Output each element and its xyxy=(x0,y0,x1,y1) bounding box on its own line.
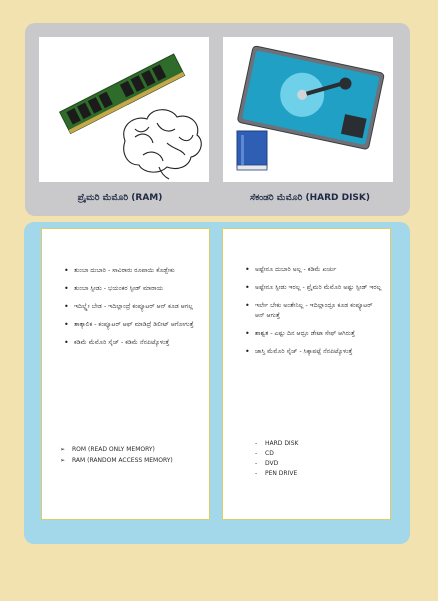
list-item: • ತುಂಬಾ ಸ್ಪೀಡು - ಭಯಂಕರ ಸ್ಪೀಡ್ ಮಾರಾಯ xyxy=(64,284,203,294)
list-item: • ಅಷ್ಟೇನೂ ಸ್ಪೀಡು ಇರಲ್ಲ - ಪ್ರೈಮರಿ ಮೆಮೊರಿ ಅಷ್ಟು ಸ್ಪೀಡ್ ಇರಲ್ಲ xyxy=(245,283,384,293)
ram-image xyxy=(39,37,209,182)
hard-disk-and-book-icon xyxy=(223,37,393,182)
list-item-label: ROM (READ ONLY MEMORY) xyxy=(72,446,155,453)
hdd-types-list xyxy=(255,439,298,479)
list-item xyxy=(60,455,173,466)
list-item: • ಜಾಸ್ತಿ ಮೆಮೊರಿ ಸೈಜ್ - ಸಿಕ್ಕಾಪಟ್ಟೆ ನೆನಪಿಟ್ಕೊಳುತ್ತೆ xyxy=(245,347,384,357)
hdd-details-card xyxy=(222,228,391,520)
ram-points-list xyxy=(64,266,203,356)
list-item: - DVD xyxy=(255,459,298,469)
list-item: • ತಾತ್ಕಾಲಿಕ - ಕಂಪ್ಯೂಟರ್ ಆಫ್ ಮಾಡಿದ್ರೆ ಡಿಲೀಟ್ ಆಗೋಗುತ್ತೆ xyxy=(64,320,203,330)
list-item: • ಇದಿಲ್ಲ್ದೇ ಬೇಡ - ಇದಿಲ್ಲಾಂದ್ರೆ ಕಂಪ್ಯೂಟರ್ ಆನ್ ಕೂಡ ಆಗಲ್ಲ xyxy=(64,302,203,312)
list-item: - CD xyxy=(255,449,298,459)
ram-stick-and-brain-icon xyxy=(39,37,209,182)
details-panel xyxy=(24,222,410,544)
list-item-label: RAM (RANDOM ACCESS MEMORY) xyxy=(72,457,173,464)
ram-caption: ಪ್ರೈಮರಿ ಮೆಮೊರಿ (RAM) xyxy=(77,193,163,203)
hdd-image xyxy=(223,37,393,182)
list-item: - HARD DISK xyxy=(255,439,298,449)
list-item: • ಕಡಿಮೆ ಮೆಮೊರಿ ಸೈಜ್ - ಕಡಿಮೆ ನೆನಪಿಟ್ಕೊಳುತ್ತೆ xyxy=(64,338,203,348)
list-item xyxy=(60,444,173,455)
list-item: • ಇರ್ಲೇ ಬೇಕು ಅಂತೇನಿಲ್ಲ - ಇದಿಲ್ಲಾಂದ್ರೂ ಕೂಡ ಕಂಪ್ಯೂಟರ್ ಆನ್ ಆಗುತ್ತೆ xyxy=(245,301,384,321)
ram-details-card xyxy=(41,228,210,520)
ram-types-list xyxy=(60,444,173,466)
arrow-icon: ➢ xyxy=(60,446,66,453)
hdd-caption: ಸೆಕಂಡರಿ ಮೆಮೊರಿ (HARD DISK) xyxy=(249,193,370,203)
hdd-points-list xyxy=(245,265,384,365)
arrow-icon: ➢ xyxy=(60,457,66,464)
list-item: • ತುಂಬಾ ದುಬಾರಿ - ಸಾವಿರಾರು ರೂಪಾಯಿ ಕೊಡ್ಬೇಕು xyxy=(64,266,203,276)
header-panel xyxy=(25,23,410,216)
list-item: • ಅಷ್ಟೇನೂ ದುಬಾರಿ ಅಲ್ಲ - ಕಡಿಮೆ ಖರ್ಚು xyxy=(245,265,384,275)
list-item: • ಶಾಶ್ವತ - ಎಷ್ಟು ದಿನ ಆದ್ರೂ ಡೇಟಾ ಸೇಫ್ ಆಗಿರುತ್ತೆ xyxy=(245,329,384,339)
list-item: - PEN DRIVE xyxy=(255,469,298,479)
